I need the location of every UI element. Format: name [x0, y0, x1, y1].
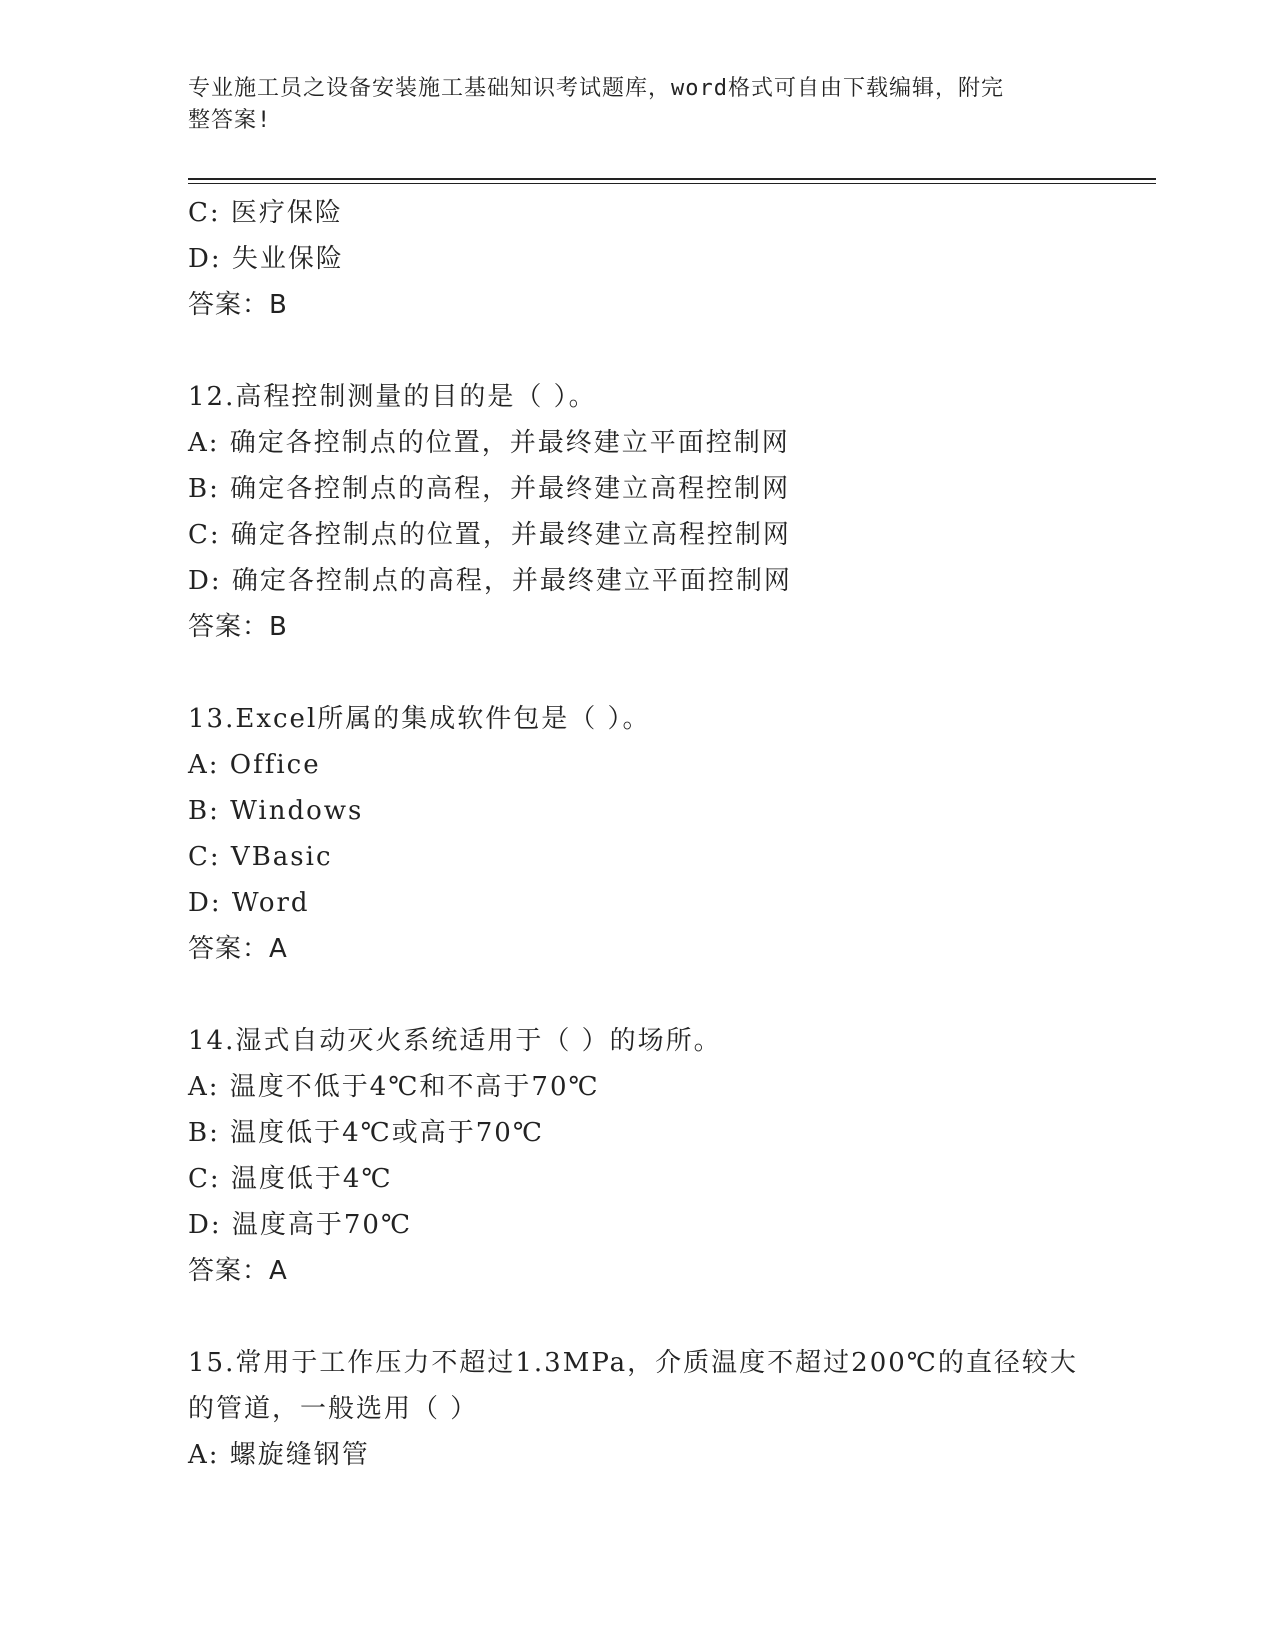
q14-option-a: A: 温度不低于4℃和不高于70℃ — [188, 1072, 600, 1102]
q15-question-line-2: 的管道，一般选用（ ） — [188, 1394, 479, 1424]
q13-option-b: B: Windows — [188, 796, 364, 826]
q12-option-c: C: 确定各控制点的位置，并最终建立高程控制网 — [188, 520, 791, 550]
q12-option-b: B: 确定各控制点的高程，并最终建立高程控制网 — [188, 474, 791, 504]
q12-question: 12.高程控制测量的目的是（ ）。 — [188, 382, 597, 412]
q15-option-a: A: 螺旋缝钢管 — [188, 1440, 370, 1470]
q13-option-d: D: Word — [188, 888, 310, 918]
q13-answer: 答案：A — [188, 934, 288, 964]
q13-option-a: A: Office — [188, 750, 321, 780]
q11-option-d: D: 失业保险 — [188, 244, 344, 274]
header-rule-thin — [188, 183, 1156, 184]
q13-question: 13.Excel所属的集成软件包是（ ）。 — [188, 704, 651, 734]
q12-option-d: D: 确定各控制点的高程，并最终建立平面控制网 — [188, 566, 792, 596]
q11-option-c: C: 医疗保险 — [188, 198, 343, 228]
header-rule-thick — [188, 178, 1156, 180]
q14-answer: 答案：A — [188, 1256, 288, 1286]
q14-question: 14.湿式自动灭火系统适用于（ ）的场所。 — [188, 1026, 722, 1056]
q15-question-line-1: 15.常用于工作压力不超过1.3MPa，介质温度不超过200℃的直径较大 — [188, 1348, 1078, 1378]
question-list — [188, 190, 1088, 1478]
q12-answer: 答案：B — [188, 612, 288, 642]
q11-answer: 答案：B — [188, 290, 288, 320]
q14-option-b: B: 温度低于4℃或高于70℃ — [188, 1118, 544, 1148]
q14-option-d: D: 温度高于70℃ — [188, 1210, 413, 1240]
header-line-1: 专业施工员之设备安装施工基础知识考试题库，word格式可自由下载编辑，附完 — [188, 76, 1004, 101]
document-header — [188, 73, 1068, 137]
header-line-2: 整答案! — [188, 108, 272, 133]
q12-option-a: A: 确定各控制点的位置，并最终建立平面控制网 — [188, 428, 790, 458]
q13-option-c: C: VBasic — [188, 842, 333, 872]
q14-option-c: C: 温度低于4℃ — [188, 1164, 393, 1194]
